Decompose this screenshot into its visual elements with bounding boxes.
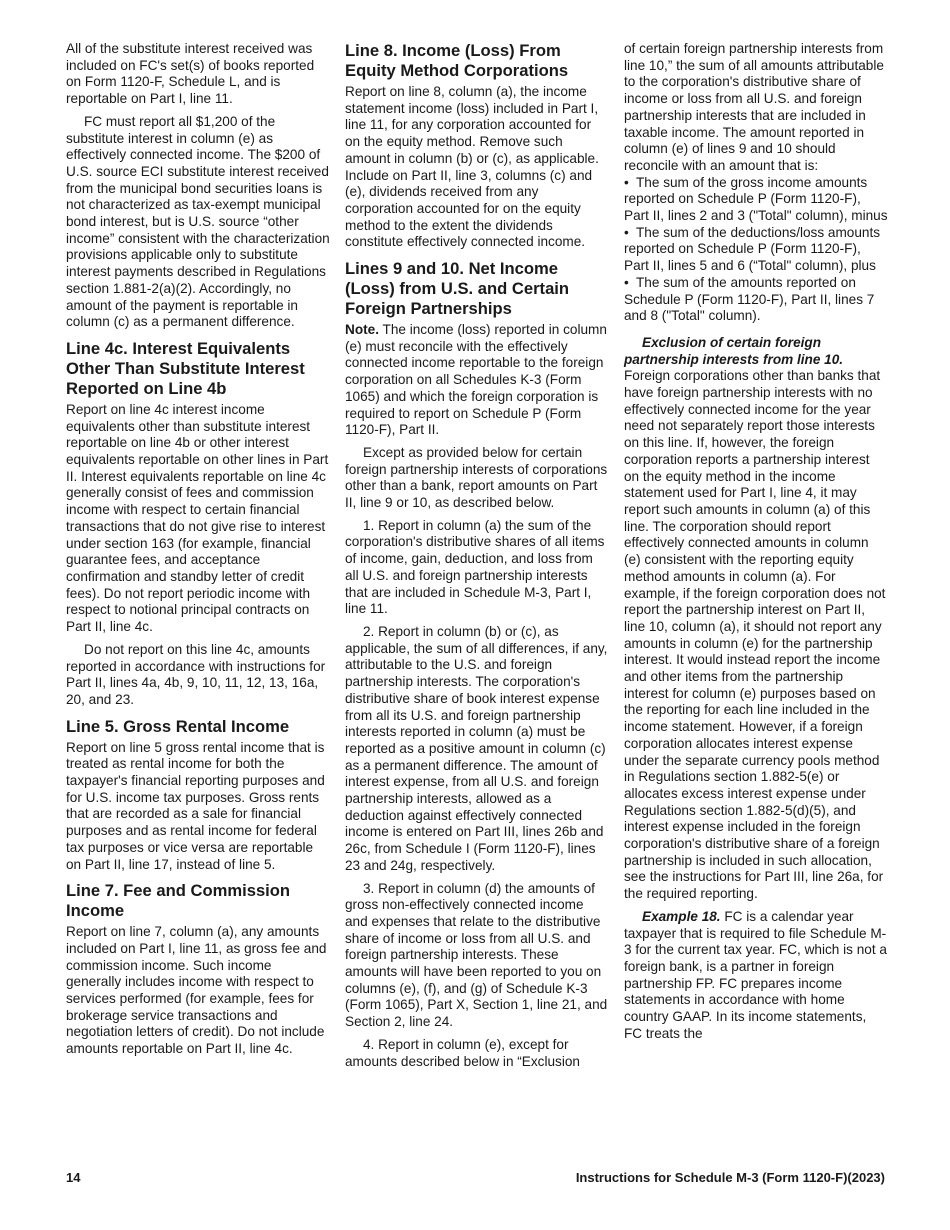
section-heading-lines-9-10: Lines 9 and 10. Net Income (Loss) from U.S. and Certain Foreign Partnerships xyxy=(345,259,570,319)
paragraph: Except as provided below for certain foreign partnership interests of corporations other than a bank, report amounts on Part II, line 9 or 10, as described below. xyxy=(345,444,608,511)
footer-title: Instructions for Schedule M-3 (Form 1120-F)(2023) xyxy=(575,1170,885,1185)
bullet-list xyxy=(624,175,888,325)
bullet-item: • The sum of the deductions/loss amounts reported on Schedule P (Form 1120-F), Part II, lines 5 and 6 (“Total" column), plus xyxy=(624,225,888,275)
note-label: Note. xyxy=(345,322,379,338)
section-heading-line-5: Line 5. Gross Rental Income xyxy=(66,716,290,736)
column-3 xyxy=(624,41,888,1048)
paragraph: Report on line 8, column (a), the income statement income (loss) included in Part I, line 11, for any corporation accounted for on the equity method. Remove such amount in column (b) or (c), as applicable. Include on Part II, line 3, columns (c) and (e), dividends received from any corporation accounted for on the equity method to the extent the dividends constitute effectively connected income. xyxy=(345,84,599,250)
paragraph: FC must report all $1,200 of the substitute interest in column (e) as effectively connected income. The $200 of U.S. source ECI substitute interest received from the municipal bond securities loans is not characterized as tax-exempt municipal bond interest, but is U.S. source “other income” consistent with the characterization provisions applicable only to substitute interest payments described in Regulations section 1.881-2(a)(2). Accordingly, no amount of the payment is reportable in column (c) as a permanent difference. xyxy=(66,113,330,330)
paragraph: Do not report on this line 4c, amounts reported in accordance with instructions for Part II, lines 4a, 4b, 9, 10, 11, 12, 13, 16a, 20, and 23. xyxy=(66,641,326,707)
exclusion-label: Exclusion of certain foreign partnership interests from line 10. xyxy=(624,334,844,367)
paragraph: of certain foreign partnership interests from line 10,” the sum of all amounts attributable to the corporation's distributive share of income or loss from all U.S. and foreign partnership interests that are included in taxable income. The amount reported in column (e) of lines 9 and 10 should reconcile with an amount that is: xyxy=(624,41,884,173)
paragraph: Report on line 7, column (a), any amounts included on Part I, line 11, as gross fee and commission income. Such income generally includes income with respect to services performed (for example, fees for brokerage service transactions and negotiation letters of credit). Do not include amounts reportable on Part II, line 4c. xyxy=(66,924,327,1057)
section-heading-line-7: Line 7. Fee and Commission Income xyxy=(66,881,291,921)
bullet-item: • The sum of the amounts reported on Schedule P (Form 1120-F), Part II, lines 7 and 8 ("Total" column). xyxy=(624,275,888,325)
section-heading-line-4c: Line 4c. Interest Equivalents Other Than Substitute Interest Reported on Line 4b xyxy=(66,338,305,398)
note-paragraph xyxy=(345,322,609,439)
note-text: The income (loss) reported in column (e) must reconcile with the effectively connected income reportable to the foreign corporation on all Schedules K-3 (Form 1065) and which the foreign corporation is required to report on Schedule P (Form 1120-F), Part II. xyxy=(345,322,607,438)
numbered-item-3: 3. Report in column (d) the amounts of gross non-effectively connected income and expenses that relate to the distributive share of income or loss from all U.S. and foreign partnership interests. These amounts will have been reported to you on columns (e), (f), and (g) of Schedule K-3 (Form 1065), Part X, Section 1, line 21, and Section 2, line 24. xyxy=(345,880,608,1030)
bullet-item: • The sum of the gross income amounts reported on Schedule P (Form 1120-F), Part II, lines 2 and 3 ("Total" column), minus xyxy=(624,175,888,225)
numbered-item-2: 2. Report in column (b) or (c), as applicable, the sum of all differences, if any, attributable to the U.S. and foreign partnership interests. The corporation's distributive share of book interest expense from all its U.S. and foreign partnership interests reported in column (a) must be reported as a positive amount in column (c) as a permanent difference. The amount of interest expense, from all U.S. and foreign partnership interests, allowed as a deduction against effectively connected income is entered on Part III, lines 26b and 26c, from Schedule I (Form 1120-F), lines 23 and 24g, respectively. xyxy=(345,623,608,873)
example-paragraph xyxy=(624,909,888,1043)
example-label: Example 18. xyxy=(642,908,721,924)
numbered-item-4: 4. Report in column (e), except for amounts described below in “Exclusion xyxy=(345,1036,580,1069)
column-2 xyxy=(345,41,609,1076)
exclusion-text: Foreign corporations other than banks that have foreign partnership interests with no effectively connected income for the year need not separately report those interests on this line. If, however, the foreign corporation reports a partnership interest on the equity method in the income statement used for Part I, line 4, it may report such amounts in column (a) of this line. The corporation should report effectively connected amounts in column (e) consistent with the reporting equity method amounts in column (a). For example, if the foreign corporation does not report the partnership interest on Part II, line 10, column (a), it should not report any amounts in column (e) for the partnership interest. It would instead report the income and other items from the partnership interest for column (e) purposes based on the reporting for each line included in the income statement. However, if a foreign corporation allocates interest expense under the separate currency pools method in Regulations section 1.882-5(e) or allocates excess interest expense under Regulations section 1.882-5(d)(5), and interest expense included in the foreign corporation's distributive share of a foreign partnership is included in such allocation, see the instructions for Part III, line 26a, for the required reporting. xyxy=(624,368,886,902)
page-number: 14 xyxy=(66,1170,81,1185)
exclusion-paragraph xyxy=(624,335,888,903)
example-text: FC is a calendar year taxpayer that is required to file Schedule M-3 for the current tax year. FC, which is not a foreign bank, is a partner in foreign partnership FP. FC prepares income statements in accordance with home country GAAP. In its income statements, FC treats the xyxy=(624,908,887,1041)
column-1 xyxy=(66,41,330,1064)
section-heading-line-8: Line 8. Income (Loss) From Equity Method Corporations xyxy=(345,41,569,80)
numbered-item-1: 1. Report in column (a) the sum of the corporation's distributive shares of all items of income, gain, deduction, and loss from all U.S. and foreign partnership interests that are included in Schedule M-3, Part I, line 11. xyxy=(345,517,605,617)
paragraph: Report on line 5 gross rental income that is treated as rental income for both the taxpayer's financial reporting purposes and for U.S. income tax purposes. Gross rents that are recorded as a sale for financial purposes and as rental income for federal tax purposes or vice versa are reportable on Part II, line 17, instead of line 5. xyxy=(66,739,325,872)
paragraph: Report on line 4c interest income equivalents other than substitute interest reportable on line 4b or other interest equivalents reportable on other lines in Part II. Interest equivalents reportable on line 4c generally consist of fees and commission income with respect to certain financial transactions that do not give rise to interest under section 163 (for example, financial guarantee fees, and acceptance confirmation and standby letter of credit fees). Do not report periodic income with respect to notional principal contracts on Part II, line 4c. xyxy=(66,401,329,635)
paragraph: All of the substitute interest received was included on FC's set(s) of books reported on Form 1120-F, Schedule L, and is reportable on Part I, line 11. xyxy=(66,41,315,107)
